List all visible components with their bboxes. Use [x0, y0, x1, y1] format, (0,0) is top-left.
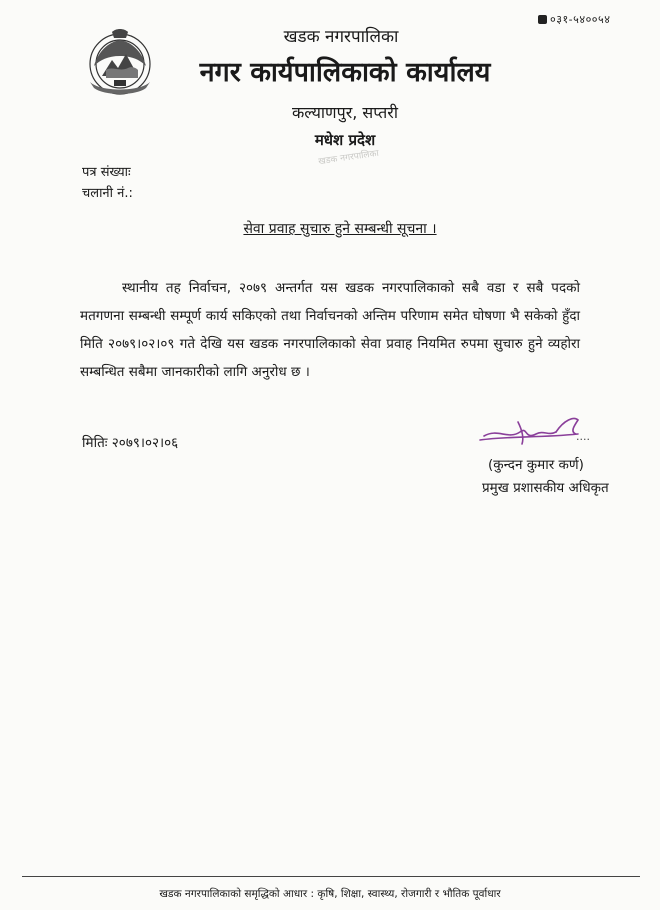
office-address: कल्याणपुर, सप्तरी: [292, 103, 398, 122]
subject-text: सेवा प्रवाह सुचारु हुने सम्बन्धी सूचना ।: [243, 221, 437, 237]
phone-icon: [538, 15, 547, 24]
faint-stamp-watermark: खडक नगरपालिका: [317, 148, 380, 168]
date-line: मितिः २०७९।०२।०६: [82, 435, 179, 451]
signatory-name: (कुन्दन कुमार कर्ण): [488, 457, 584, 473]
handwritten-signature: [478, 410, 610, 450]
dispatch-number-label: चलानी नं.:: [82, 186, 133, 201]
footer-divider: [22, 876, 640, 877]
notice-subject: [0, 219, 660, 238]
svg-text:....: ....: [576, 430, 590, 443]
notice-body: [80, 274, 580, 386]
letter-number-label: पत्र संख्याः: [82, 165, 131, 180]
municipality-name: खडक नगरपालिका: [283, 27, 399, 47]
office-name: नगर कार्यपालिकाको कार्यालय: [199, 57, 491, 88]
signatory-title: प्रमुख प्रशासकीय अधिकृत: [482, 480, 609, 496]
body-paragraph: स्थानीय तह निर्वाचन, २०७९ अन्तर्गत यस खडक नगरपालिकाको सबै वडा र सबै पदको मतगणना सम्बन्धी सम्पूर्ण कार्य सकिएको तथा निर्वाचनको अन्तिम परिणाम समेत घोषणा भै सकेको हुँदा मिति २०७९।०२।०९ गते देखि यस खडक नगरपालिकाको सेवा प्रवाह नियमित रुपमा सुचारु हुने व्यहोरा सम्बन्धित सबैमा जानकारीको लागि अनुरोध छ ।: [80, 280, 580, 380]
phone-text: ०३१-५४००५४: [550, 13, 611, 26]
footer-slogan: खडक नगरपालिकाको समृद्धिको आधार : कृषि, शिक्षा, स्वास्थ्य, रोजगारी र भौतिक पूर्वाधार: [159, 888, 501, 900]
province-name: मधेश प्रदेश: [314, 131, 376, 149]
